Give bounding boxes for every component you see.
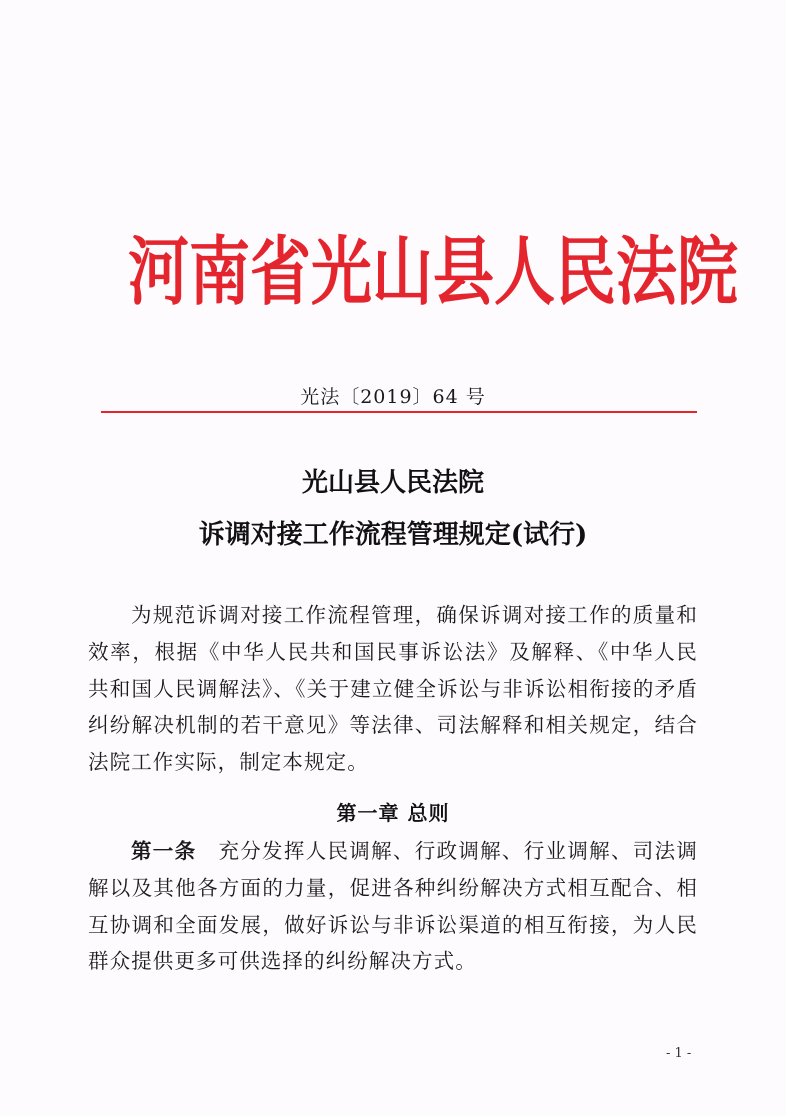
chapter-heading: 第一章 总则	[336, 801, 450, 825]
issuing-authority-header: 河南省光山县人民法院	[128, 229, 739, 316]
document-title-line1: 光山县人民法院	[301, 468, 484, 498]
document-title-line2: 诉调对接工作流程管理规定(试行)	[198, 520, 588, 550]
page-number: - 1 -	[666, 1046, 692, 1061]
article-1-label: 第一条	[131, 839, 197, 863]
article-1-text: 充分发挥人民调解、行政调解、行业调解、司法调解以及其他各方面的力量，促进各种纠纷解决方式相互配合、相互协调和全面发展，做好诉讼与非诉讼渠道的相互衔接，为人民群众提供更多可供选择的纠纷解决方式。	[88, 839, 698, 974]
intro-paragraph: 为规范诉调对接工作流程管理，确保诉调对接工作的质量和效率，根据《中华人民共和国民事诉讼法》及解释、《中华人民共和国人民调解法》、《关于建立健全诉讼与非诉讼相衔接的矛盾纠纷解决机制的若干意见》等法律、司法解释和相关规定，结合法院工作实际，制定本规定。	[88, 603, 698, 775]
red-separator-line	[101, 411, 697, 413]
article-1-paragraph	[88, 833, 698, 980]
document-number: 光法〔2019〕64 号	[300, 386, 486, 408]
